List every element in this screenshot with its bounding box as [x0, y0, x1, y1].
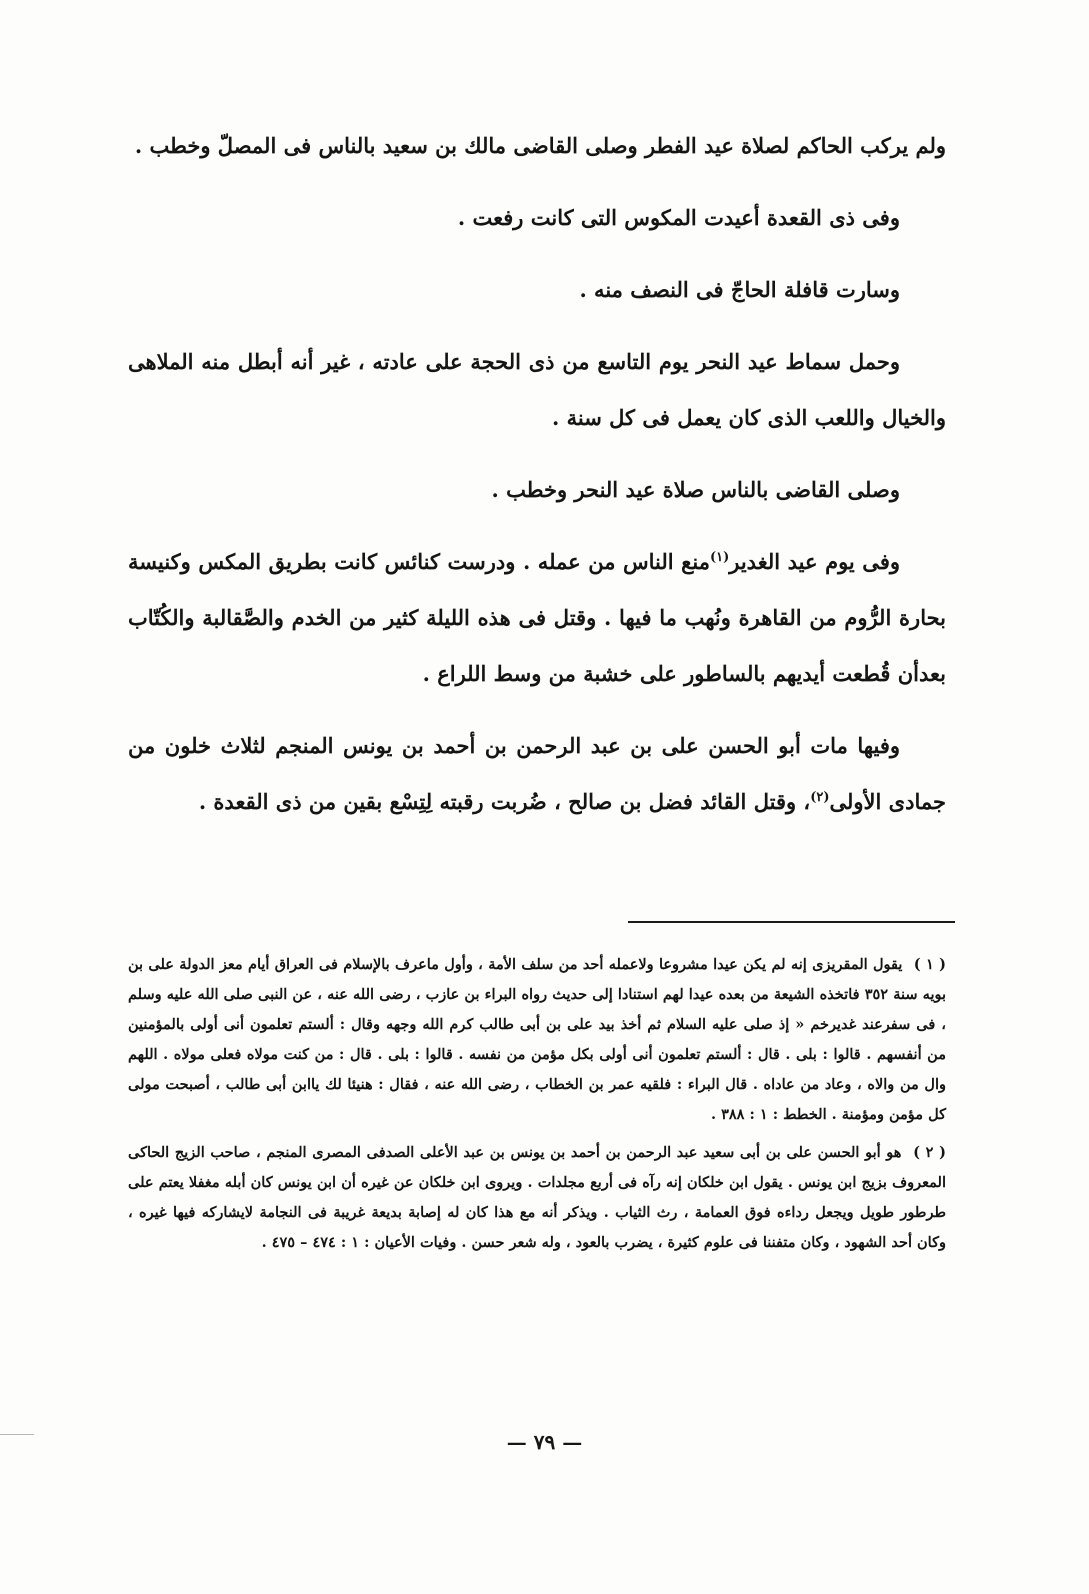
- footnote-text: يقول المقريزى إنه لم يكن عيدا مشروعا ولاعمله أحد من سلف الأمة ، وأول ماعرف بالإسلام فى العراق أيام معز الدولة على بن بويه سنة ٣٥٢ فاتخذه الشيعة من بعده عيدا لهم استنادا إلى حديث رواه البراء بن عازب ، رضى الله عنه ، عن النبى صلى الله عليه وسلم ، فى سفرعند غديرخم « إذ صلى عليه السلام ثم أخذ بيد على بن أبى طالب كرم الله وجهه وقال : ألستم تعلمون أنى أولى بالمؤمنين من أنفسهم . قالوا : بلى . قال : ألستم تعلمون أنى أولى بكل مؤمن من نفسه . قالوا : بلى . قال : من كنت مولاه فعلى مولاه . اللهم وال من والاه ، وعاد من عاداه . قال البراء : فلقيه عمر بن الخطاب ، رضى الله عنه ، فقال : هنيئا لك ياابن أبى طالب ، أصبحت مولى كل مؤمن ومؤمنة . الخطط : ١ : ٣٨٨ .: [128, 956, 947, 1123]
- ghadir-text-end: منع الناس من عمله . ودرست كنائس كانت بطريق المكس وكنيسة بحارة الرُّوم من القاهرة ونُهب ما فيها . وقتل فى هذه الليلة كثير من الخدم والصَّقالبة والكُتّاب بعدأن قُطعت أيديهم بالساطور على خشبة من وسط اللراع .: [128, 549, 946, 686]
- paragraph-eid-fitr: ولم يركب الحاكم لصلاة عيد الفطر وصلى القاضى مالك بن سعيد بالناس فى المصلّ وخطب .: [134, 133, 946, 158]
- footnote-separator: [628, 921, 955, 923]
- margin-mark: [0, 1434, 34, 1435]
- paragraph-caravan: وسارت قافلة الحاجّ فى النصف منه .: [579, 277, 900, 302]
- main-text: [128, 118, 946, 846]
- death-text-end: ، وقتل القائد فضل بن صالح ، ضُربت رقبته لِتِسْع بقين من ذى القعدة .: [198, 789, 811, 814]
- footnote-1: [128, 950, 946, 1130]
- page-number: — ٧٩ —: [506, 1430, 583, 1454]
- footnote-2: [128, 1138, 946, 1258]
- footnotes: [128, 950, 946, 1266]
- paragraph-mukus: وفى ذى القعدة أعيدت المكوس التى كانت رفعت .: [457, 205, 900, 230]
- footnote-text: هو أبو الحسن على بن أبى سعيد عبد الرحمن بن أحمد بن يونس بن عبد الأعلى الصدفى المصرى المنجم ، صاحب الزيج الحاكى المعروف بزيج ابن يونس . يقول ابن خلكان إنه رآه فى أربع مجلدات . ويروى ابن خلكان عن غيره أن ابن يونس كان أبله مغفلا يعتم على طرطور طويل ويجعل رداءه فوق العمامة ، رث الثياب . ويذكر أنه مع هذا كان له إصابة بديعة غريبة فى النجامة لايشاركه فيها غيره ، وكان أحد الشهود ، وكان متفننا فى علوم كثيرة ، يضرب بالعود ، وله شعر حسن . وفيات الأعيان : ١ : ٤٧٤ – ٤٧٥ .: [128, 1144, 946, 1251]
- paragraph-eid-nahr-prayer: وصلى القاضى بالناس صلاة عيد النحر وخطب .: [491, 477, 900, 502]
- footnote-number: ( ١ ): [913, 956, 946, 973]
- footnote-ref-1: (١): [709, 550, 730, 565]
- paragraph-death: [128, 718, 946, 830]
- footnote-number: ( ٢ ): [913, 1144, 946, 1161]
- death-text-start: وفيها مات أبو الحسن على بن عبد الرحمن بن أحمد بن يونس المنجم لثلاث خلون من جمادى الأولى: [128, 733, 946, 814]
- paragraph-simat: وحمل سماط عيد النحر يوم التاسع من ذى الحجة على عادته ، غير أنه أبطل منه الملاهى والخيال واللعب الذى كان يعمل فى كل سنة .: [128, 349, 946, 430]
- ghadir-text-start: وفى يوم عيد الغدير: [729, 549, 900, 574]
- paragraph-ghadir: [128, 534, 946, 702]
- footnote-ref-2: (٢): [810, 790, 830, 805]
